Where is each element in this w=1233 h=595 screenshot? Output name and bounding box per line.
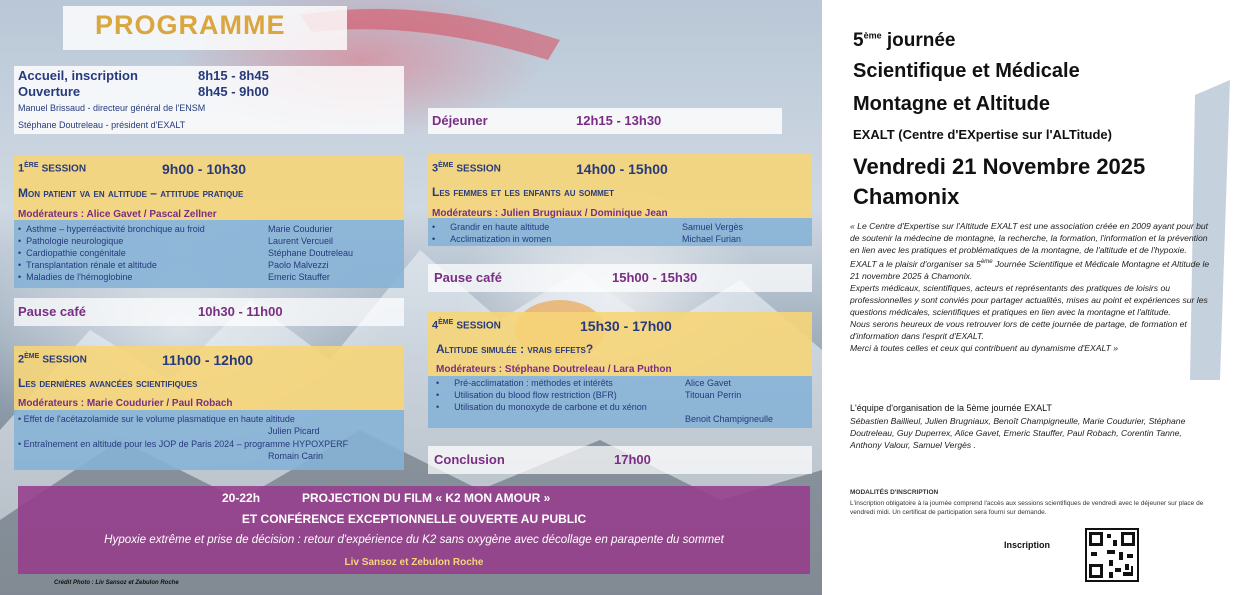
session1-talk-speaker: Laurent Vercueil bbox=[268, 236, 334, 246]
session2-number: 2ÈME SESSION bbox=[18, 353, 87, 366]
session2-talk1-speaker: Julien Picard bbox=[268, 426, 320, 436]
session3-talk-speaker: Michael Furian bbox=[682, 234, 742, 244]
presentation-para-1: « Le Centre d'Expertise sur l'Altitude EXALT est une association créée en 2009 ayant pour but de soutenir la médecine de montagne, la recherche, la formation, l'information et la prévention en lien avec les pratiques et problématiques de la montagne, de l'altitude et de l'hypoxie. bbox=[850, 221, 1209, 255]
session1-title: Mon patient va en altitude – attitude pratique bbox=[18, 186, 244, 200]
session2-title: Les dernières avancées scientifiques bbox=[18, 376, 198, 390]
pause2-time: 15h00 - 15h30 bbox=[612, 270, 698, 285]
session1-number: 1ÈRE SESSION bbox=[18, 162, 87, 175]
session2-talk2-topic: • Entraînement en altitude pour les JOP de Paris 2024 – programme HYPOXPERF bbox=[18, 439, 349, 449]
session4-time: 15h30 - 17h00 bbox=[580, 318, 672, 334]
session4-talk-speaker: Alice Gavet bbox=[685, 378, 732, 388]
session4-talk-topic: • Utilisation du monoxyde de carbone et du xénon bbox=[436, 402, 647, 412]
opening-speaker-1: Manuel Brissaud - directeur général de l'ENSM bbox=[18, 103, 206, 113]
session4-number: 4ÈME SESSION bbox=[432, 319, 501, 332]
accueil-label: Accueil, inscription bbox=[18, 68, 138, 83]
event-title-line2: Montagne et Altitude bbox=[853, 93, 1051, 115]
session3-talk-speaker: Samuel Vergès bbox=[682, 222, 744, 232]
photo-credit: Crédit Photo : Liv Sansoz et Zebulon Roche bbox=[54, 580, 179, 586]
session2-talk2-speaker: Romain Carin bbox=[268, 451, 324, 461]
modalites-title: MODALITÉS D'INSCRIPTION bbox=[850, 489, 939, 496]
accueil-time: 8h15 - 8h45 bbox=[198, 68, 269, 83]
session4-moderators: Modérateurs : Stéphane Doutreleau / Lara Puthon bbox=[436, 364, 672, 375]
session2-moderators: Modérateurs : Marie Coudurier / Paul Robach bbox=[18, 398, 233, 409]
session1-talk-topic: • Pathologie neurologique bbox=[18, 236, 124, 246]
film-line2: ET CONFÉRENCE EXCEPTIONNELLE OUVERTE AU PUBLIC bbox=[241, 512, 587, 526]
session2-talk1-topic: • Effet de l'acétazolamide sur le volume plasmatique en haute altitude bbox=[18, 414, 295, 424]
session1-moderators: Modérateurs : Alice Gavet / Pascal Zellner bbox=[18, 209, 217, 220]
lunch-time: 12h15 - 13h30 bbox=[576, 113, 662, 128]
session4-title: Altitude simulée : vrais effets? bbox=[436, 342, 594, 356]
presentation-text bbox=[850, 220, 1210, 354]
conclusion-label: Conclusion bbox=[434, 452, 505, 467]
session1-talk-speaker: Stéphane Doutreleau bbox=[268, 248, 354, 258]
event-city: Chamonix bbox=[853, 184, 960, 209]
session1-talk-topic: • Maladies de l'hémoglobine bbox=[18, 272, 133, 282]
opening-speaker-2: Stéphane Doutreleau - président d'EXALT bbox=[18, 120, 186, 130]
event-title-line1: Scientifique et Médicale bbox=[853, 60, 1080, 82]
film-authors: Liv Sansoz et Zebulon Roche bbox=[344, 557, 484, 568]
pause1-time: 10h30 - 11h00 bbox=[198, 304, 283, 319]
presentation-para-2: EXALT a le plaisir d'organiser sa 5ème Journée Scientifique et Médicale Montagne et Altitude le 21 novembre 2025 à Chamonix. bbox=[850, 258, 1210, 281]
film-time: 20-22h bbox=[222, 491, 261, 505]
team-title: L'équipe d'organisation de la 5ème journée EXALT bbox=[850, 403, 1052, 413]
team-names: Sébastien Baillieul, Julien Brugniaux, Benoît Champigneulle, Marie Coudurier, Stéphane Doutreleau, Guy Duperrex, Alice Gavet, Emeric Stauffer, Paul Robach, Corentin Tanne, Anthony Valour, Samuel Vergès . bbox=[850, 416, 1186, 450]
session4-talk-speaker: Benoit Champigneulle bbox=[685, 414, 774, 424]
presentation-para-3: Experts médicaux, scientifiques, acteurs et représentants des pratiques de loisirs ou professionnelles y sont conviés pour partager actualités, mises au point et expériences sur les questions médicales, scientifiques et pratiques en lien avec la montagne et l'altitude. bbox=[850, 282, 1208, 317]
session1-talk-topic: • Cardiopathie congénitale bbox=[18, 248, 126, 258]
presentation-para-5: Merci à toutes celles et ceux qui contribuent au dynamisme d'EXALT » bbox=[850, 342, 1119, 353]
inscription-qr-code[interactable] bbox=[1085, 528, 1139, 582]
organizer: EXALT (Centre d'EXpertise sur l'ALTitude) bbox=[853, 127, 1112, 142]
edition-title: 5ème journée bbox=[853, 30, 956, 51]
session1-talk-topic: • Transplantation rénale et altitude bbox=[18, 260, 157, 270]
programme-title: PROGRAMME bbox=[95, 10, 286, 40]
ouverture-time: 8h45 - 9h00 bbox=[198, 84, 269, 99]
modalites-text: L'inscription obligatoire à la journée comprend l'accès aux sessions scientifiques de vendredi avec le déjeuner sur place de vendredi midi. Un certificat de participation sera fourni sur demande. bbox=[850, 500, 1204, 516]
film-subtitle: Hypoxie extrême et prise de décision : retour d'expérience du K2 sans oxygène avec décollage en parapente du sommet bbox=[104, 533, 724, 546]
inscription-label: Inscription bbox=[1004, 540, 1051, 550]
session3-talk-topic: • Grandir en haute altitude bbox=[432, 222, 550, 232]
session1-talk-speaker: Marie Coudurier bbox=[268, 224, 333, 234]
film-line1: PROJECTION DU FILM « K2 MON AMOUR » bbox=[302, 491, 551, 505]
session4-talk-speaker: Titouan Perrin bbox=[685, 390, 742, 400]
session3-talk-topic: • Acclimatization in women bbox=[432, 234, 552, 244]
conclusion-time: 17h00 bbox=[614, 452, 651, 467]
session2-time: 11h00 - 12h00 bbox=[162, 352, 254, 368]
lunch-label: Déjeuner bbox=[432, 113, 488, 128]
session1-time: 9h00 - 10h30 bbox=[162, 161, 247, 177]
session4-talk-topic: • Pré-acclimatation : méthodes et intérêts bbox=[436, 378, 613, 388]
session1-talk-speaker: Paolo Malvezzi bbox=[268, 260, 329, 270]
session1-talk-speaker: Emeric Stauffer bbox=[268, 272, 330, 282]
session3-moderators: Modérateurs : Julien Brugniaux / Dominique Jean bbox=[432, 208, 668, 219]
event-date: Vendredi 21 Novembre 2025 bbox=[853, 154, 1146, 179]
session3-time: 14h00 - 15h00 bbox=[576, 161, 668, 177]
pause1-label: Pause café bbox=[18, 304, 86, 319]
session3-number: 3ÈME SESSION bbox=[432, 162, 501, 175]
session4-talk-topic: • Utilisation du blood flow restriction (BFR) bbox=[436, 390, 617, 400]
presentation-para-4: Nous serons heureux de vous retrouver lors de cette journée de partage, de formation et d'information dans l'esprit d'EXALT. bbox=[850, 318, 1187, 341]
session1-talk-topic: • Asthme – hyperréactivité bronchique au froid bbox=[18, 224, 205, 234]
session3-title: Les femmes et les enfants au sommet bbox=[432, 185, 615, 199]
ouverture-label: Ouverture bbox=[18, 84, 81, 99]
pause2-label: Pause café bbox=[434, 270, 502, 285]
